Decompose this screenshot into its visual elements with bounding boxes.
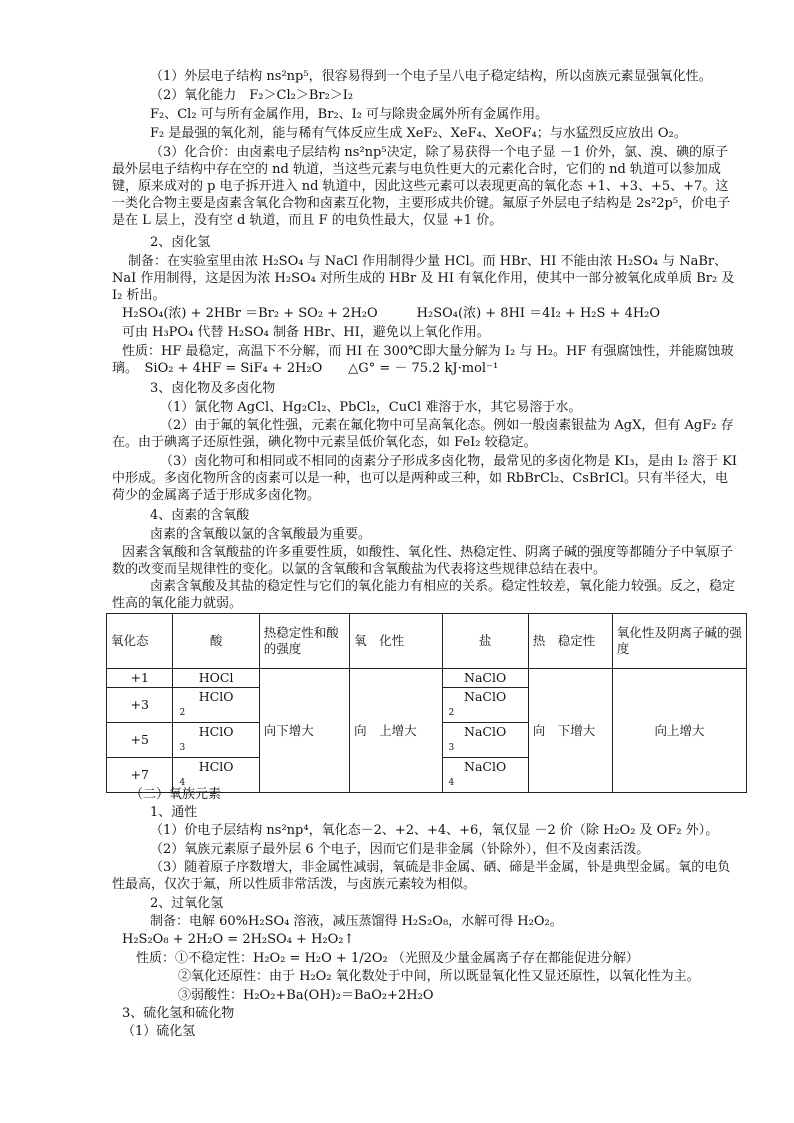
paragraph-properties: 性质：HF 最稳定，高温下不分解，而 HI 在 300℃即大量分解为 I₂ 与 H₂。HF 有强腐蚀性，并能腐蚀玻璃。 SiO₂ + 4HF = SiF₄ + 2H₂O △G° = － 75.2 kJ·mol⁻¹ <box>112 344 734 376</box>
table-cell-acid: HClO 3 <box>173 723 259 758</box>
text-line: ②氧化还原性：由于 H₂O₂ 氧化数处于中间，所以既显氧化性又显还原性，以氧化性为主。 <box>178 969 700 984</box>
text-line: 可由 H₃PO₄ 代替 H₂SO₄ 制备 HBr、HI，避免以上氧化作用。 <box>122 325 490 340</box>
section-heading: 3、卤化物及多卤化物 <box>150 381 276 396</box>
table-header: 氧化态 <box>107 614 173 669</box>
paragraph-valence: （3）化合价：由卤素电子层结构 ns²np⁵决定，除了易获得一个电子显 －1 价外，氯、溴、碘的原子最外层电子结构中存在空的 nd 轨道，当这些元素与电负性更大的元素化合时，它们的 nd 轨道可以参加成键，原来成对的 p 电子拆开进入 nd 轨道中，因此这些元素可以表现更高的氧化态 +1、+3、+5、+7。这一类化合物主要是卤素含氧化合物和卤素互化物，主要形成共价键。氟原子外层电子结构是 2s²2p⁵，价电子是在 L 层上，没有空 d 轨道，而且 F 的电负性最大，仅显 +1 价。 <box>112 145 731 228</box>
text-line: ③弱酸性：H₂O₂+Ba(OH)₂＝BaO₂+2H₂O <box>178 988 434 1003</box>
table-header: 酸 <box>173 614 259 669</box>
table-cell-trend: 向 上增大 <box>350 669 442 793</box>
text-line: （1）价电子层结构 ns²np⁴，氧化态－2、+2、+4、+6，氧仅显 －2 价（除 H₂O₂ 及 OF₂ 外）。 <box>150 823 719 838</box>
text-line: 性质：①不稳定性：H₂O₂ = H₂O + 1/2O₂ （光照及少量金属离子存在都能促进分解） <box>136 951 639 966</box>
table-cell-salt: NaClO 2 <box>442 688 528 723</box>
section-heading: 3、硫化氢和硫化物 <box>122 1006 235 1021</box>
table-cell-trend: 向下增大 <box>259 669 349 793</box>
section-heading: （二）氧族元素 <box>130 787 222 802</box>
table-cell-acid: HClO 4 <box>173 758 259 793</box>
table-header: 热 稳定性 <box>528 614 612 669</box>
paragraph: （3）卤化物可和相同或不相同的卤素分子形成多卤化物，最常见的多卤化物是 KI₃，是由 I₂ 溶于 KI 中形成。多卤化物所含的卤素可以是一种，也可以是两种或三种，如 RbBrCl₂、CsBrICl。只有半径大，电荷少的金属离子适于形成多卤化物。 <box>112 454 738 503</box>
text-line: （1）氯化物 AgCl、Hg₂Cl₂、PbCl₂，CuCl 难溶于水，其它易溶于水。 <box>160 400 582 415</box>
oxyacid-table <box>106 613 747 793</box>
paragraph: 卤素含氧酸及其盐的稳定性与它们的氧化能力有相应的关系。稳定性较差，氧化能力较强。反之，稳定性高的氧化能力就弱。 <box>112 579 736 611</box>
section-heading: 4、卤素的含氧酸 <box>150 508 250 523</box>
table-cell-oxidation-state: +1 <box>107 669 173 688</box>
table-cell-oxidation-state: +7 <box>107 758 173 793</box>
table-cell-oxidation-state: +3 <box>107 688 173 723</box>
table-cell-salt: NaClO 4 <box>442 758 528 793</box>
paragraph: （3）随着原子序数增大，非金属性减弱，氧硫是非金属、硒、碲是半金属，钋是典型金属。氧的电负性最高，仅次于氟，所以性质非常活泼，与卤族元素较为相似。 <box>112 860 731 892</box>
text-line: 卤素的含氧酸以氯的含氧酸最为重要。 <box>150 527 372 542</box>
text-line: （2）氧化能力 F₂＞Cl₂＞Br₂＞I₂ <box>150 88 354 103</box>
section-heading: 1、通性 <box>150 805 198 820</box>
text-line: （2）氧族元素原子最外层 6 个电子，因而它们是非金属（钋除外），但不及卤素活泼。 <box>150 842 650 857</box>
section-heading: 2、卤化氢 <box>150 235 211 250</box>
section-heading: （1）硫化氢 <box>122 1024 196 1039</box>
text-line: 制备：电解 60%H₂SO₄ 溶液，减压蒸馏得 H₂S₂O₈，水解可得 H₂O₂。 <box>150 914 563 929</box>
paragraph: 因素含氧酸和含氧酸盐的许多重要性质，如酸性、氧化性、热稳定性、阴离子碱的强度等都随分子中氧原子数的改变而呈规律性的变化。以氯的含氧酸和含氧酸盐为代表将这些规律总结在表中。 <box>112 545 734 577</box>
table-header: 盐 <box>442 614 528 669</box>
table-cell-trend: 向上增大 <box>612 669 746 793</box>
text-line: F₂ 是最强的氧化剂，能与稀有气体反应生成 XeF₂、XeF₄、XeOF₄；与水猛烈反应放出 O₂。 <box>150 126 687 141</box>
table-cell-salt: NaClO <box>442 669 528 688</box>
table-cell-acid: HClO 2 <box>173 688 259 723</box>
table-cell-oxidation-state: +5 <box>107 723 173 758</box>
text-line: F₂、Cl₂ 可与所有金属作用，Br₂、I₂ 可与除贵金属外所有金属作用。 <box>150 107 549 122</box>
table-cell-salt: NaClO 3 <box>442 723 528 758</box>
table-cell-acid: HOCl <box>173 669 259 688</box>
paragraph: （2）由于氟的氧化性强，元素在氟化物中可呈高氧化态。例如一般卤素银盐为 AgX，但有 AgF₂ 存在。由于碘离子还原性强，碘化物中元素呈低价氧化态，如 FeI₂ 较稳定。 <box>112 418 734 450</box>
section-heading: 2、过氧化氢 <box>150 896 224 911</box>
table-cell-trend: 向 下增大 <box>528 669 612 793</box>
equation: H₂SO₄(浓) + 2HBr ＝Br₂ + SO₂ + 2H₂O H₂SO₄(浓) + 8HI ＝4I₂ + H₂S + 4H₂O <box>122 306 661 321</box>
table-header: 热稳定性和酸的强度 <box>259 614 349 669</box>
text-line: （1）外层电子结构 ns²np⁵，很容易得到一个电子呈八电子稳定结构，所以卤族元素显强氧化性。 <box>150 69 712 84</box>
paragraph-preparation: 制备：在实验室里由浓 H₂SO₄ 与 NaCl 作用制得少量 HCl。而 HBr、HI 不能由浓 H₂SO₄ 与 NaBr、NaI 作用制得，这是因为浓 H₂SO₄ 对所生成的 HBr 及 HI 有氧化作用，使其中一部分被氧化成单质 Br₂ 及 I₂ 析出。 <box>112 254 735 303</box>
table-header: 氧化性及阴离子碱的强度 <box>612 614 746 669</box>
equation: H₂S₂O₈ + 2H₂O = 2H₂SO₄ + H₂O₂↑ <box>122 932 355 947</box>
table-header: 氧 化性 <box>350 614 442 669</box>
